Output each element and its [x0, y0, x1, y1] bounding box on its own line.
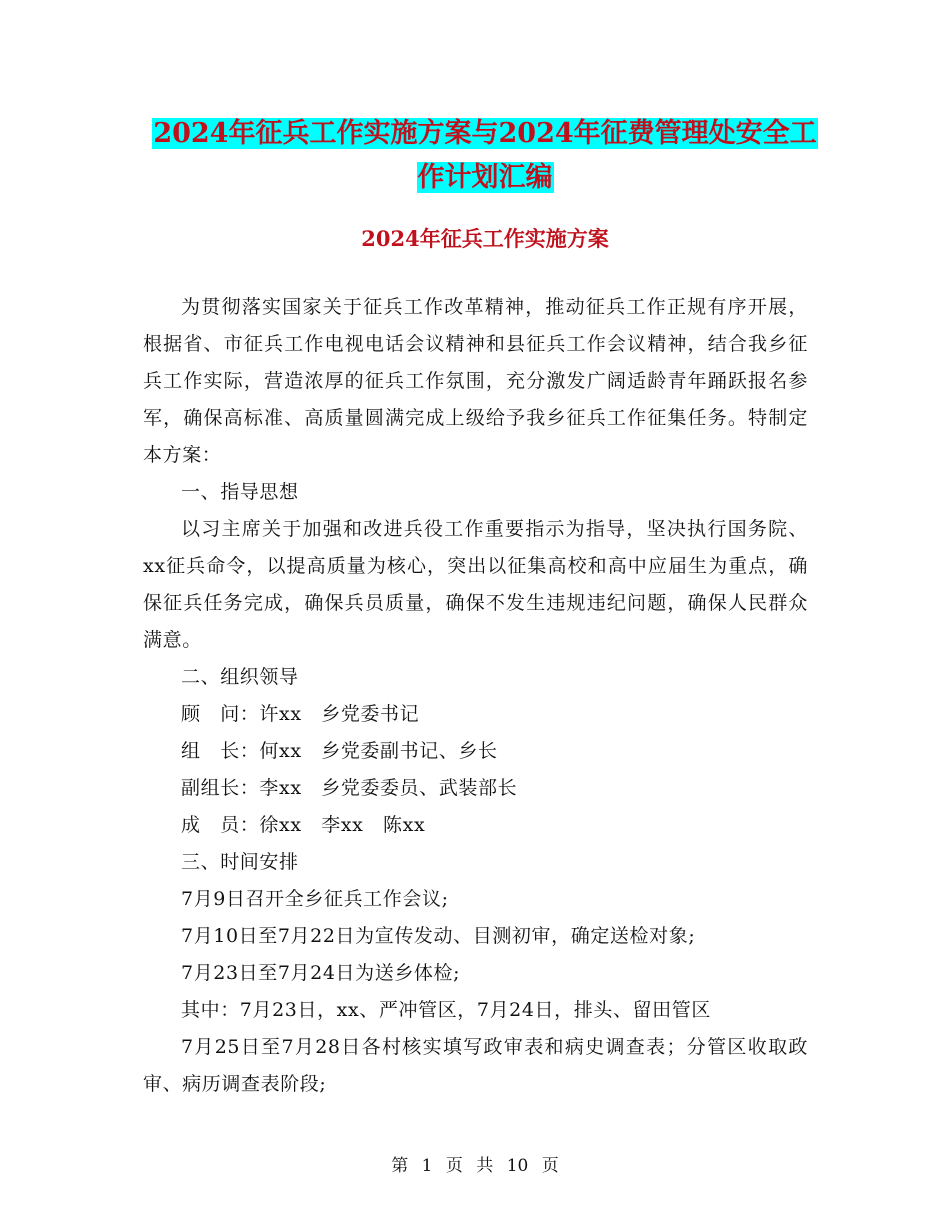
footer-label-page: 第 — [391, 1156, 409, 1176]
document-title-line-1: 2024年征兵工作实施方案与2024年征费管理处安全工 — [153, 118, 817, 149]
section-title: 2024年征兵工作实施方案 — [361, 226, 609, 251]
document-title — [140, 112, 830, 200]
document-title-line-2: 作计划汇编 — [417, 162, 553, 193]
heading-guiding-ideology: 一、指导思想 — [181, 481, 299, 503]
footer-label-total-unit: 页 — [541, 1156, 559, 1176]
page-footer — [0, 1154, 950, 1178]
footer-label-total: 共 — [476, 1156, 494, 1176]
line-members: 成 员：徐xx 李xx 陈xx — [181, 814, 426, 836]
paragraph-guiding-ideology: 以习主席关于加强和改进兵役工作重要指示为指导，坚决执行国务院、xx征兵命令，以提高质量为核心，突出以征集高校和高中应届生为重点，确保征兵任务完成，确保兵员质量，确保不发生违规违纪问题，确保人民群众满意。 — [143, 518, 808, 651]
document-body — [143, 289, 808, 1103]
schedule-item: 7月9日召开全乡征兵工作会议; — [181, 888, 449, 910]
line-deputy-leader: 副组长：李xx 乡党委委员、武装部长 — [181, 777, 518, 799]
line-leader: 组 长：何xx 乡党委副书记、乡长 — [181, 740, 498, 762]
footer-total-pages: 10 — [506, 1156, 529, 1176]
schedule-item: 7月10日至7月22日为宣传发动、目测初审，确定送检对象; — [181, 925, 696, 947]
schedule-item: 7月23日至7月24日为送乡体检; — [181, 962, 461, 984]
heading-organization: 二、组织领导 — [181, 666, 299, 688]
paragraph-intro: 为贯彻落实国家关于征兵工作改革精神，推动征兵工作正规有序开展，根据省、市征兵工作电视电话会议精神和县征兵工作会议精神，结合我乡征兵工作实际，营造浓厚的征兵工作氛围，充分激发广阔适龄青年踊跃报名参军，确保高标准、高质量圆满完成上级给予我乡征兵工作征集任务。特制定本方案： — [143, 296, 808, 466]
footer-label-page-unit: 页 — [445, 1156, 463, 1176]
line-advisor: 顾 问：许xx 乡党委书记 — [181, 703, 420, 725]
schedule-item: 其中：7月23日，xx、严冲管区，7月24日，排头、留田管区 — [181, 999, 711, 1021]
heading-schedule: 三、时间安排 — [181, 851, 299, 873]
footer-current-page: 1 — [421, 1156, 433, 1176]
schedule-item: 7月25日至7月28日各村核实填写政审表和病史调查表；分管区收取政审、病历调查表阶段; — [143, 1036, 808, 1095]
